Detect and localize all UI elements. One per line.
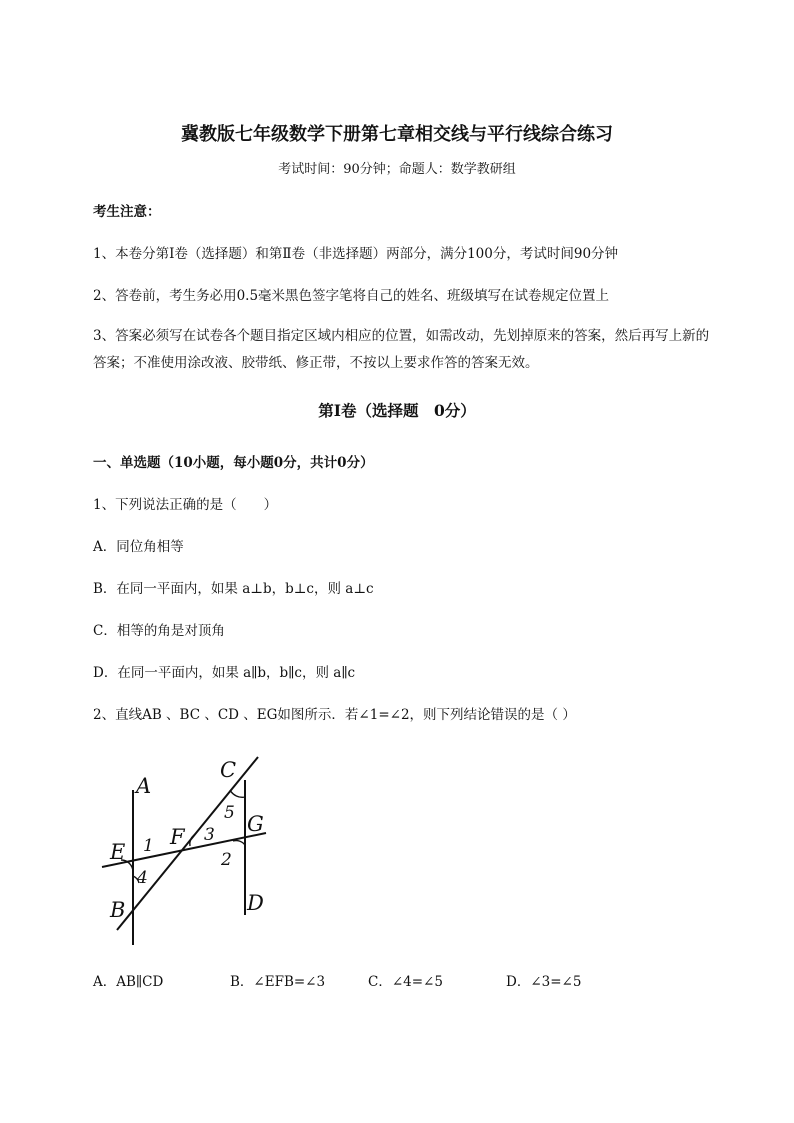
label-e: E [110, 840, 126, 864]
question-2-option-c: C．∠4=∠5 [368, 974, 443, 990]
label-f: F [170, 825, 185, 849]
notice-item-3: 3、答案必须写在试卷各个题目指定区域内相应的位置，如需改动，先划掉原来的答案，然后再写上新的答案；不准使用涂改液、胶带纸、修正带，不按以上要求作答的答案无效。 [93, 328, 710, 371]
section-title: 第I卷（选择题 0分） [318, 401, 476, 420]
label-a: A [136, 774, 152, 798]
label-d: D [247, 891, 264, 915]
label-c: C [220, 758, 237, 782]
question-2-option-d: D．∠3=∠5 [506, 974, 582, 990]
label-b: B [110, 898, 126, 922]
geometry-figure [90, 745, 290, 955]
angle-5-arc [230, 790, 245, 797]
label-g: G [247, 812, 264, 836]
exam-info: 考试时间：90分钟；命题人：数学教研组 [278, 162, 516, 177]
notice-item-1: 1、本卷分第I卷（选择题）和第Ⅱ卷（非选择题）两部分，满分100分，考试时间90分钟 [93, 246, 619, 262]
question-2-option-b: B．∠EFB=∠3 [230, 974, 326, 990]
notice-item-2: 2、答卷前，考生务必用0.5毫米黑色签字笔将自己的姓名、班级填写在试卷规定位置上 [93, 288, 610, 304]
angle-2-arc [233, 841, 245, 845]
question-2-option-a: A．AB∥CD [93, 974, 164, 990]
notice-heading: 考生注意： [93, 204, 161, 220]
document-title: 冀教版七年级数学下册第七章相交线与平行线综合练习 [181, 124, 613, 145]
angle-label-3: 3 [204, 825, 215, 845]
angle-label-5: 5 [224, 803, 235, 823]
question-2-stem: 2、直线AB 、BC 、CD 、EG如图所示．若∠1=∠2，则下列结论错误的是（ ） [93, 707, 576, 723]
question-1-option-a: A．同位角相等 [93, 539, 184, 555]
angle-label-4: 4 [137, 868, 148, 888]
angle-label-1: 1 [143, 836, 154, 856]
angle-label-2: 2 [221, 850, 232, 870]
part-heading: 一、单选题（10小题，每小题0分，共计0分） [93, 455, 374, 471]
question-1-option-c: C．相等的角是对顶角 [93, 623, 225, 639]
question-1-option-b: B．在同一平面内，如果 a⊥b，b⊥c，则 a⊥c [93, 581, 374, 597]
question-1-option-d: D．在同一平面内，如果 a∥b，b∥c，则 a∥c [93, 665, 356, 681]
question-1-stem: 1、下列说法正确的是（ ） [93, 497, 278, 513]
